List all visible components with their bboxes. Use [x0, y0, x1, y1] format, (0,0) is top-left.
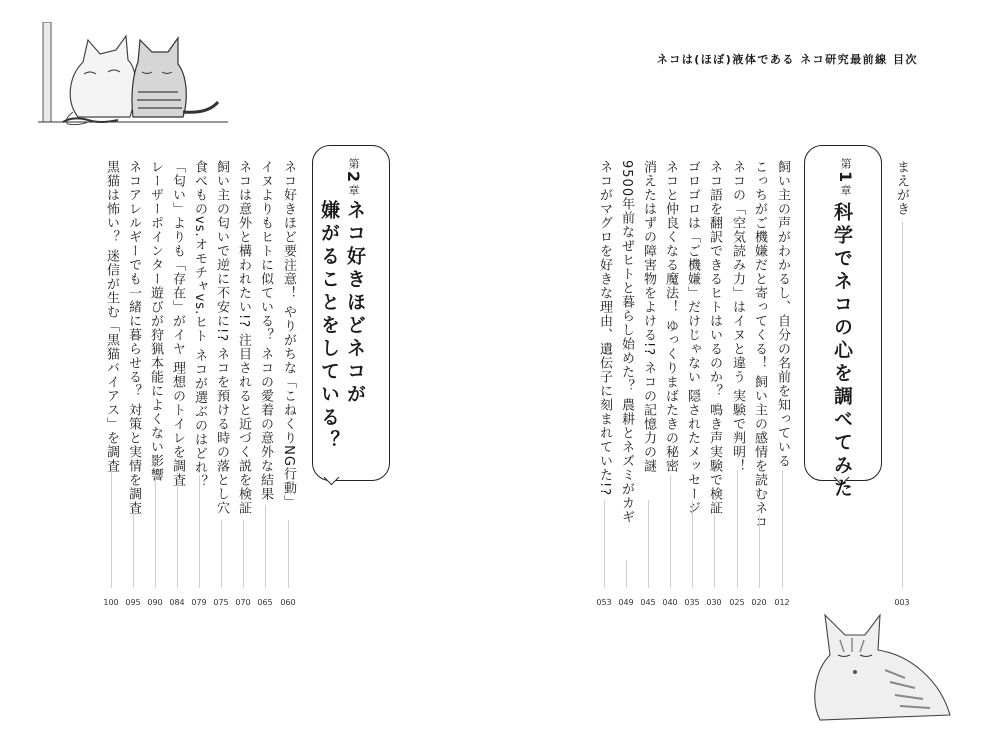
entry-leader [288, 520, 289, 588]
entry-title: 9500年前なぜヒトと暮らし始めた？ 農耕とネズミがカギ [619, 160, 634, 525]
entry-title: 飼い主の声がわかるし、自分の名前を知っている [775, 160, 790, 468]
entry-page-number: 079 [191, 598, 207, 607]
entry-title: イヌよりもヒトに似ている？ ネコの愛着の意外な結果 [258, 160, 273, 502]
chapter2-label: 第2章 [344, 158, 363, 198]
preface-leader [902, 222, 903, 588]
chapter2-title-line2: 嫌がることをしている？ [318, 200, 340, 453]
entry-title: 「匂い」よりも「存在」がイヤ 理想のトイレを調査 [170, 160, 185, 488]
chapter2-title-line1: ネコ好きほどネコが [344, 200, 366, 407]
entry-leader [692, 500, 693, 588]
entry-leader [714, 515, 715, 588]
preface-page-number: 003 [894, 598, 910, 607]
entry-leader [155, 475, 156, 588]
entry-page-number: 075 [213, 598, 229, 607]
entry-page-number: 020 [751, 598, 767, 607]
entry-title: 食べものvs.オモチャvs.ヒト ネコが選ぶのはどれ？ [192, 160, 207, 489]
entry-page-number: 070 [235, 598, 251, 607]
entry-page-number: 060 [280, 598, 296, 607]
entry-page-number: 065 [257, 598, 273, 607]
book-header-title: ネコは(ほぼ)液体である ネコ研究最前線 目次 [656, 53, 918, 66]
entry-title: 消えたはずの障害物をよける!? ネコの記憶力の謎 [641, 160, 656, 474]
entry-leader [111, 470, 112, 588]
entry-leader [221, 520, 222, 588]
entry-title: ゴロゴロは「ご機嫌」だけじゃない 隠されたメッセージ [685, 160, 700, 516]
entry-page-number: 035 [684, 598, 700, 607]
entry-page-number: 040 [662, 598, 678, 607]
entry-leader [243, 520, 244, 588]
entry-page-number: 025 [729, 598, 745, 607]
entry-title: 飼い主の匂いで逆に不安に!? ネコを預ける時の落とし穴 [214, 160, 229, 516]
entry-leader [177, 470, 178, 588]
entry-page-number: 045 [640, 598, 656, 607]
two-cats-illustration [38, 22, 238, 142]
lying-cat-illustration [800, 600, 960, 725]
entry-title: ネコ好きほど要注意！ やりがちな「こねくりNG行動」 [281, 160, 296, 509]
entry-leader [265, 505, 266, 588]
entry-page-number: 100 [103, 598, 119, 607]
entry-leader [133, 510, 134, 588]
preface-title: まえがき [894, 160, 909, 216]
entry-title: ネコは意外と構われたい!? 注目されると近づく説を検証 [236, 160, 251, 516]
entry-leader [648, 500, 649, 588]
entry-title: ネコ語を翻訳できるヒトはいるのか？ 鳴き声実験で検証 [707, 160, 722, 516]
entry-leader [670, 475, 671, 588]
entry-leader [759, 515, 760, 588]
entry-title: ネコと仲良くなる魔法！ ゆっくりまばたきの秘密 [663, 160, 678, 474]
entry-page-number: 053 [596, 598, 612, 607]
entry-title: ネコがマグロを好きな理由、遺伝子に刻まれていた!? [597, 160, 612, 497]
entry-leader [626, 560, 627, 588]
entry-leader [782, 470, 783, 588]
entry-leader [604, 500, 605, 588]
entry-page-number: 090 [147, 598, 163, 607]
chapter1-title: 科学でネコの心を調べてみた [831, 202, 853, 501]
entry-page-number: 030 [706, 598, 722, 607]
entry-title: ネコの「空気読み力」はイヌと違う 実験で判明！ [730, 160, 745, 474]
entry-page-number: 095 [125, 598, 141, 607]
entry-page-number: 049 [618, 598, 634, 607]
entry-leader [199, 475, 200, 588]
chapter1-label: 第1章 [836, 158, 855, 198]
entry-title: こっちがご機嫌だと寄ってくる！ 飼い主の感情を読むネコ [752, 160, 767, 530]
entry-title: 黒猫は怖い？ 迷信が生む「黒猫バイアス」を調査 [104, 160, 119, 474]
entry-page-number: 012 [774, 598, 790, 607]
entry-leader [737, 470, 738, 588]
entry-title: ネコアレルギーでも一緒に暮らせる？ 対策と実情を調査 [126, 160, 141, 516]
entry-page-number: 084 [169, 598, 185, 607]
entry-title: レーザーポインター遊びが狩猟本能によくない影響 [148, 160, 163, 482]
